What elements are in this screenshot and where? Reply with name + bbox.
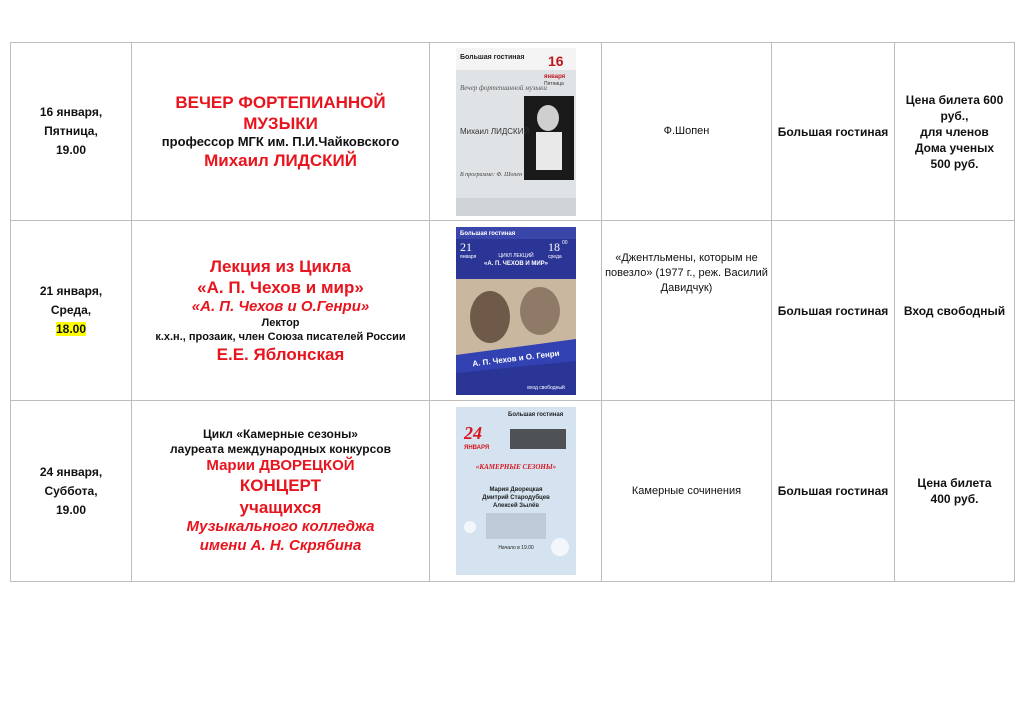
- poster-day: 21: [459, 239, 472, 254]
- event-date: 16 января,: [39, 105, 103, 119]
- price-line: для членов: [920, 124, 989, 139]
- program-cell: [602, 43, 772, 221]
- date-cell: [11, 43, 132, 221]
- event-weekday: Суббота,: [44, 483, 98, 498]
- venue-text: Большая гостиная: [777, 124, 889, 139]
- event-poster: [456, 227, 576, 395]
- poster-name-2: Дмитрий Стародубцев: [481, 495, 550, 501]
- poster-month: января: [543, 73, 565, 80]
- poster-hour: 18: [547, 239, 560, 254]
- event-weekday: Среда,: [50, 303, 92, 317]
- poster-month: января: [459, 253, 476, 260]
- venue-cell: [772, 221, 895, 401]
- event-title: учащихся: [239, 497, 322, 517]
- event-poster: [456, 48, 576, 216]
- event-title: «А. П. Чехов и мир»: [197, 277, 364, 297]
- price-line: Дома ученых: [914, 140, 995, 155]
- poster-name-1: Мария Дворецкая: [488, 487, 543, 493]
- lector-label: Лектор: [261, 316, 300, 329]
- poster-name-3: Алексей Зылёв: [492, 503, 539, 509]
- poster-cell: [430, 43, 602, 221]
- event-subtitle: профессор МГК им. П.И.Чайковского: [161, 134, 400, 149]
- venue-text: Большая гостиная: [777, 484, 889, 498]
- poster-minutes: 00: [561, 239, 568, 246]
- event-poster: [456, 407, 576, 575]
- price-line: Цена билета 600: [905, 92, 1004, 107]
- lector-description: к.х.н., прозаик, член Союза писателей России: [155, 330, 406, 343]
- program-text: Ф.Шопен: [663, 125, 710, 137]
- poster-weekday: среда: [547, 253, 562, 260]
- poster-name: Михаил ЛИДСКИЙ: [459, 126, 529, 136]
- program-cell: [602, 221, 772, 401]
- poster-cell: [430, 221, 602, 401]
- poster-title: Вечер фортепианной музыки: [459, 83, 547, 92]
- poster-cell: [430, 401, 602, 582]
- event-teacher: Марии ДВОРЕЦКОЙ: [206, 456, 355, 474]
- program-text: «Джентльмены, которым не повезло» (1977 г., реж. Василий Давидчук): [605, 251, 768, 294]
- program-text: Камерные сочинения: [631, 484, 742, 497]
- venue-text: Большая гостиная: [777, 303, 889, 318]
- event-time: 19.00: [55, 143, 87, 157]
- poster-footer: вход свободный: [526, 384, 565, 391]
- price-line: руб.,: [940, 108, 969, 123]
- poster-program: В программе: Ф. Шопен: [459, 171, 522, 178]
- event-title: КОНЦЕРТ: [239, 476, 322, 496]
- event-cell: [132, 221, 430, 401]
- event-cell: [132, 401, 430, 582]
- event-date: 24 января,: [39, 464, 103, 479]
- event-subtitle: «А. П. Чехов и О.Генри»: [191, 298, 370, 315]
- program-cell: [602, 401, 772, 582]
- price-line: 400 руб.: [930, 492, 979, 506]
- poster-cycle: ЦИКЛ ЛЕКЦИЙ: [497, 252, 534, 259]
- date-cell: [11, 221, 132, 401]
- price-line: Вход свободный: [903, 303, 1006, 318]
- table-row: [11, 401, 1015, 582]
- venue-cell: [772, 401, 895, 582]
- event-time: 19.00: [55, 502, 87, 517]
- event-performer: Михаил ЛИДСКИЙ: [204, 151, 357, 171]
- table-row: [11, 43, 1015, 221]
- poster-header: Большая гостиная: [459, 53, 524, 61]
- event-time: 18.00: [55, 322, 87, 336]
- price-line: Цена билета: [917, 476, 992, 490]
- event-date: 21 января,: [39, 284, 103, 298]
- event-cell: [132, 43, 430, 221]
- event-title: Лекция из Цикла: [210, 256, 351, 276]
- price-cell: [895, 401, 1015, 582]
- poster-day: 24: [463, 423, 482, 443]
- poster-header: Большая гостиная: [459, 230, 515, 237]
- event-college: Музыкального колледжа: [186, 517, 375, 535]
- price-cell: [895, 221, 1015, 401]
- event-title: ВЕЧЕР ФОРТЕПИАННОЙ: [175, 92, 386, 112]
- event-performer: Е.Е. Яблонская: [216, 345, 345, 365]
- price-line: 500 руб.: [930, 156, 979, 171]
- poster-title: «КАМЕРНЫЕ СЕЗОНЫ»: [475, 463, 556, 471]
- event-cycle: Цикл «Камерные сезоны»: [203, 426, 358, 441]
- poster-month: ЯНВАРЯ: [463, 445, 489, 451]
- poster-header: Большая гостиная: [507, 412, 563, 418]
- poster-title: «А. П. ЧЕХОВ И МИР»: [483, 260, 548, 267]
- poster-banner: А. П. Чехов и О. Генри: [471, 348, 560, 368]
- event-title: МУЗЫКИ: [243, 113, 318, 133]
- table-row: [11, 221, 1015, 401]
- event-college: имени А. Н. Скрябина: [199, 536, 362, 554]
- poster-start: Начало в 19.00: [497, 545, 534, 551]
- event-weekday: Пятница,: [44, 124, 98, 138]
- schedule-table: [10, 42, 1015, 582]
- price-cell: [895, 43, 1015, 221]
- date-cell: [11, 401, 132, 582]
- poster-weekday: Пятница: [543, 80, 564, 87]
- venue-cell: [772, 43, 895, 221]
- event-laureate: лауреата международных конкурсов: [170, 441, 391, 456]
- poster-day: 16: [547, 52, 564, 69]
